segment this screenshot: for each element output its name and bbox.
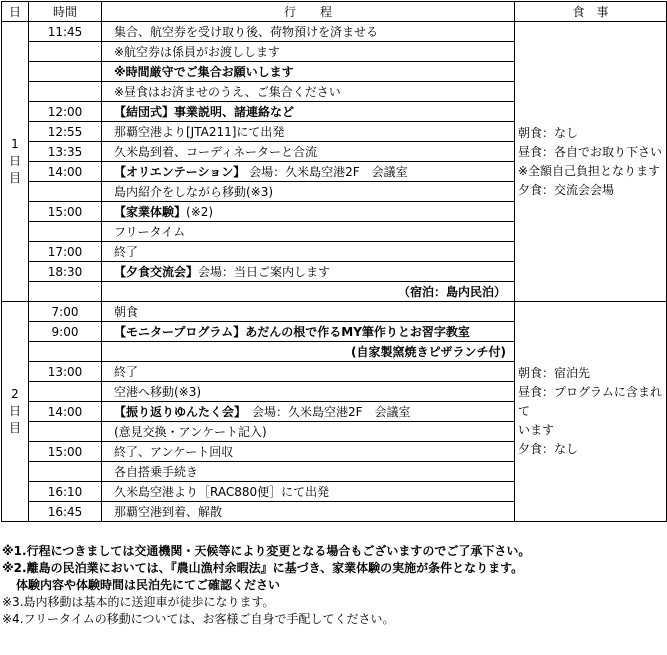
activity-cell bbox=[102, 102, 515, 122]
activity-cell bbox=[102, 62, 515, 82]
activity-cell bbox=[102, 342, 515, 362]
time-cell bbox=[29, 182, 102, 202]
time-cell: 15:00 bbox=[29, 202, 102, 222]
time-cell: 16:45 bbox=[29, 502, 102, 522]
activity-cell bbox=[102, 282, 515, 302]
time-cell: 17:00 bbox=[29, 242, 102, 262]
activity-cell bbox=[102, 262, 515, 282]
time-cell: 18:30 bbox=[29, 262, 102, 282]
day-label-char: 2 bbox=[11, 387, 19, 401]
activity-text: 終了 bbox=[114, 244, 139, 259]
activity-text: 那覇空港より[JTA211]にて出発 bbox=[114, 124, 285, 139]
activity-cell bbox=[102, 42, 515, 62]
activity-text: 【結団式】事業説明、諸連絡など bbox=[114, 104, 295, 119]
activity-title: 【家業体験】 bbox=[114, 204, 187, 219]
activity-cell bbox=[102, 442, 515, 462]
meal-line: 朝食：なし bbox=[518, 125, 579, 140]
activity-cell bbox=[102, 142, 515, 162]
day1-label bbox=[2, 22, 29, 302]
note-line: ※2.離島の民泊業においては、『農山漁村余暇法』に基づき、家業体験の実施が条件となります。 bbox=[2, 561, 524, 575]
activity-cell bbox=[102, 382, 515, 402]
activity-text: 【モニタープログラム】あだんの根で作るMY筆作りとお習字教室 bbox=[114, 324, 470, 339]
time-cell bbox=[29, 42, 102, 62]
note-line: 体験内容や体験時間は民泊先にてご確認ください bbox=[16, 578, 281, 592]
time-cell: 13:35 bbox=[29, 142, 102, 162]
header-day: 日 bbox=[2, 2, 29, 22]
activity-title: 【オリエンテーション】 bbox=[114, 164, 246, 179]
activity-cell bbox=[102, 162, 515, 182]
meal-line: ※全額自己負担となります bbox=[518, 163, 661, 178]
time-cell: 7:00 bbox=[29, 302, 102, 322]
time-cell bbox=[29, 62, 102, 82]
time-cell: 9:00 bbox=[29, 322, 102, 342]
meal-line: 朝食：宿泊先 bbox=[518, 366, 591, 380]
activity-text: 島内紹介をしながら移動(※3) bbox=[114, 184, 274, 199]
activity-text: フリータイム bbox=[114, 224, 186, 239]
day2-label bbox=[2, 302, 29, 522]
activity-detail: 会場：久米島空港2F 会議室 bbox=[240, 404, 411, 419]
meal-line: 昼食：各自でお取り下さい bbox=[518, 144, 663, 159]
schedule-row bbox=[2, 302, 667, 322]
header-time: 時間 bbox=[29, 2, 102, 22]
activity-text: (自家製窯焼きピザランチ付) bbox=[351, 344, 506, 359]
time-cell bbox=[29, 82, 102, 102]
activity-cell bbox=[102, 322, 515, 342]
activity-text: 久米島空港より［RAC880便］にて出発 bbox=[114, 484, 330, 499]
time-cell bbox=[29, 282, 102, 302]
meal-line: 昼食：プログラムに含まれて bbox=[518, 385, 662, 418]
activity-text: 終了、アンケート回収 bbox=[114, 444, 234, 459]
time-cell: 12:00 bbox=[29, 102, 102, 122]
itinerary-table bbox=[1, 1, 667, 522]
meal-line: 夕食：なし bbox=[518, 442, 579, 456]
activity-cell bbox=[102, 302, 515, 322]
time-cell bbox=[29, 222, 102, 242]
time-cell: 14:00 bbox=[29, 162, 102, 182]
activity-cell bbox=[102, 402, 515, 422]
day2-meals bbox=[515, 302, 667, 522]
note-line: ※4.フリータイムの移動については、お客様ご自身で手配してください。 bbox=[2, 612, 395, 626]
activity-text: （宿泊：島内民泊） bbox=[397, 284, 506, 299]
activity-cell bbox=[102, 202, 515, 222]
activity-text: ※昼食はお済ませのうえ、ご集合ください bbox=[114, 84, 341, 99]
meal-line: います bbox=[518, 423, 555, 437]
time-cell bbox=[29, 462, 102, 482]
schedule-row bbox=[2, 22, 667, 42]
activity-detail: 会場：久米島空港2F 会議室 bbox=[245, 164, 408, 179]
day-label-char: 目 bbox=[8, 421, 21, 435]
note-line: ※1.行程につきましては交通機関・天候等により変更となる場合もございますのでご了承下さい。 bbox=[2, 544, 531, 558]
note-line: ※3.島内移動は基本的に送迎車が徒歩になります。 bbox=[2, 595, 275, 609]
activity-detail: 会場：当日ご案内します bbox=[198, 264, 331, 279]
activity-text: 集合、航空券を受け取り後、荷物預けを済ませる bbox=[114, 24, 379, 39]
time-cell bbox=[29, 382, 102, 402]
time-cell: 13:00 bbox=[29, 362, 102, 382]
header-meals: 食 事 bbox=[515, 2, 667, 22]
activity-text: 那覇空港到着、解散 bbox=[114, 504, 223, 519]
activity-cell bbox=[102, 182, 515, 202]
activity-cell bbox=[102, 122, 515, 142]
activity-text: ※時間厳守でご集合お願いします bbox=[114, 64, 294, 79]
activity-cell bbox=[102, 222, 515, 242]
activity-text: 各自搭乗手続き bbox=[114, 464, 199, 479]
activity-cell bbox=[102, 502, 515, 522]
meal-line: 夕食：交流会会場 bbox=[518, 182, 615, 197]
time-cell: 16:10 bbox=[29, 482, 102, 502]
day1-meals bbox=[515, 22, 667, 302]
time-cell bbox=[29, 422, 102, 442]
activity-title: 【夕食交流会】 bbox=[114, 264, 199, 279]
time-cell: 11:45 bbox=[29, 22, 102, 42]
activity-title: 【振り返りゆんたく会】 bbox=[114, 404, 241, 419]
activity-cell bbox=[102, 82, 515, 102]
activity-cell bbox=[102, 422, 515, 442]
header-schedule: 行 程 bbox=[102, 2, 515, 22]
activity-text: 朝食 bbox=[114, 304, 139, 319]
time-cell: 12:55 bbox=[29, 122, 102, 142]
time-cell: 15:00 bbox=[29, 442, 102, 462]
activity-cell bbox=[102, 242, 515, 262]
activity-detail: (※2) bbox=[186, 204, 214, 219]
time-cell: 14:00 bbox=[29, 402, 102, 422]
day-label-char: 目 bbox=[8, 171, 21, 185]
day-label-char: 日 bbox=[8, 154, 21, 168]
activity-text: 終了 bbox=[114, 364, 139, 379]
activity-cell bbox=[102, 462, 515, 482]
activity-text: 空港へ移動(※3) bbox=[114, 384, 202, 399]
day-label-char: 日 bbox=[8, 404, 21, 418]
activity-text: (意見交換・アンケート記入) bbox=[114, 424, 267, 439]
activity-cell bbox=[102, 482, 515, 502]
activity-text: 久米島到着、コーディネーターと合流 bbox=[114, 144, 318, 159]
table-header-row bbox=[2, 2, 667, 22]
time-cell bbox=[29, 342, 102, 362]
notes-section bbox=[2, 543, 665, 628]
activity-cell bbox=[102, 362, 515, 382]
activity-cell bbox=[102, 22, 515, 42]
day-label-char: 1 bbox=[11, 137, 19, 151]
activity-text: ※航空券は係員がお渡しします bbox=[114, 44, 281, 59]
